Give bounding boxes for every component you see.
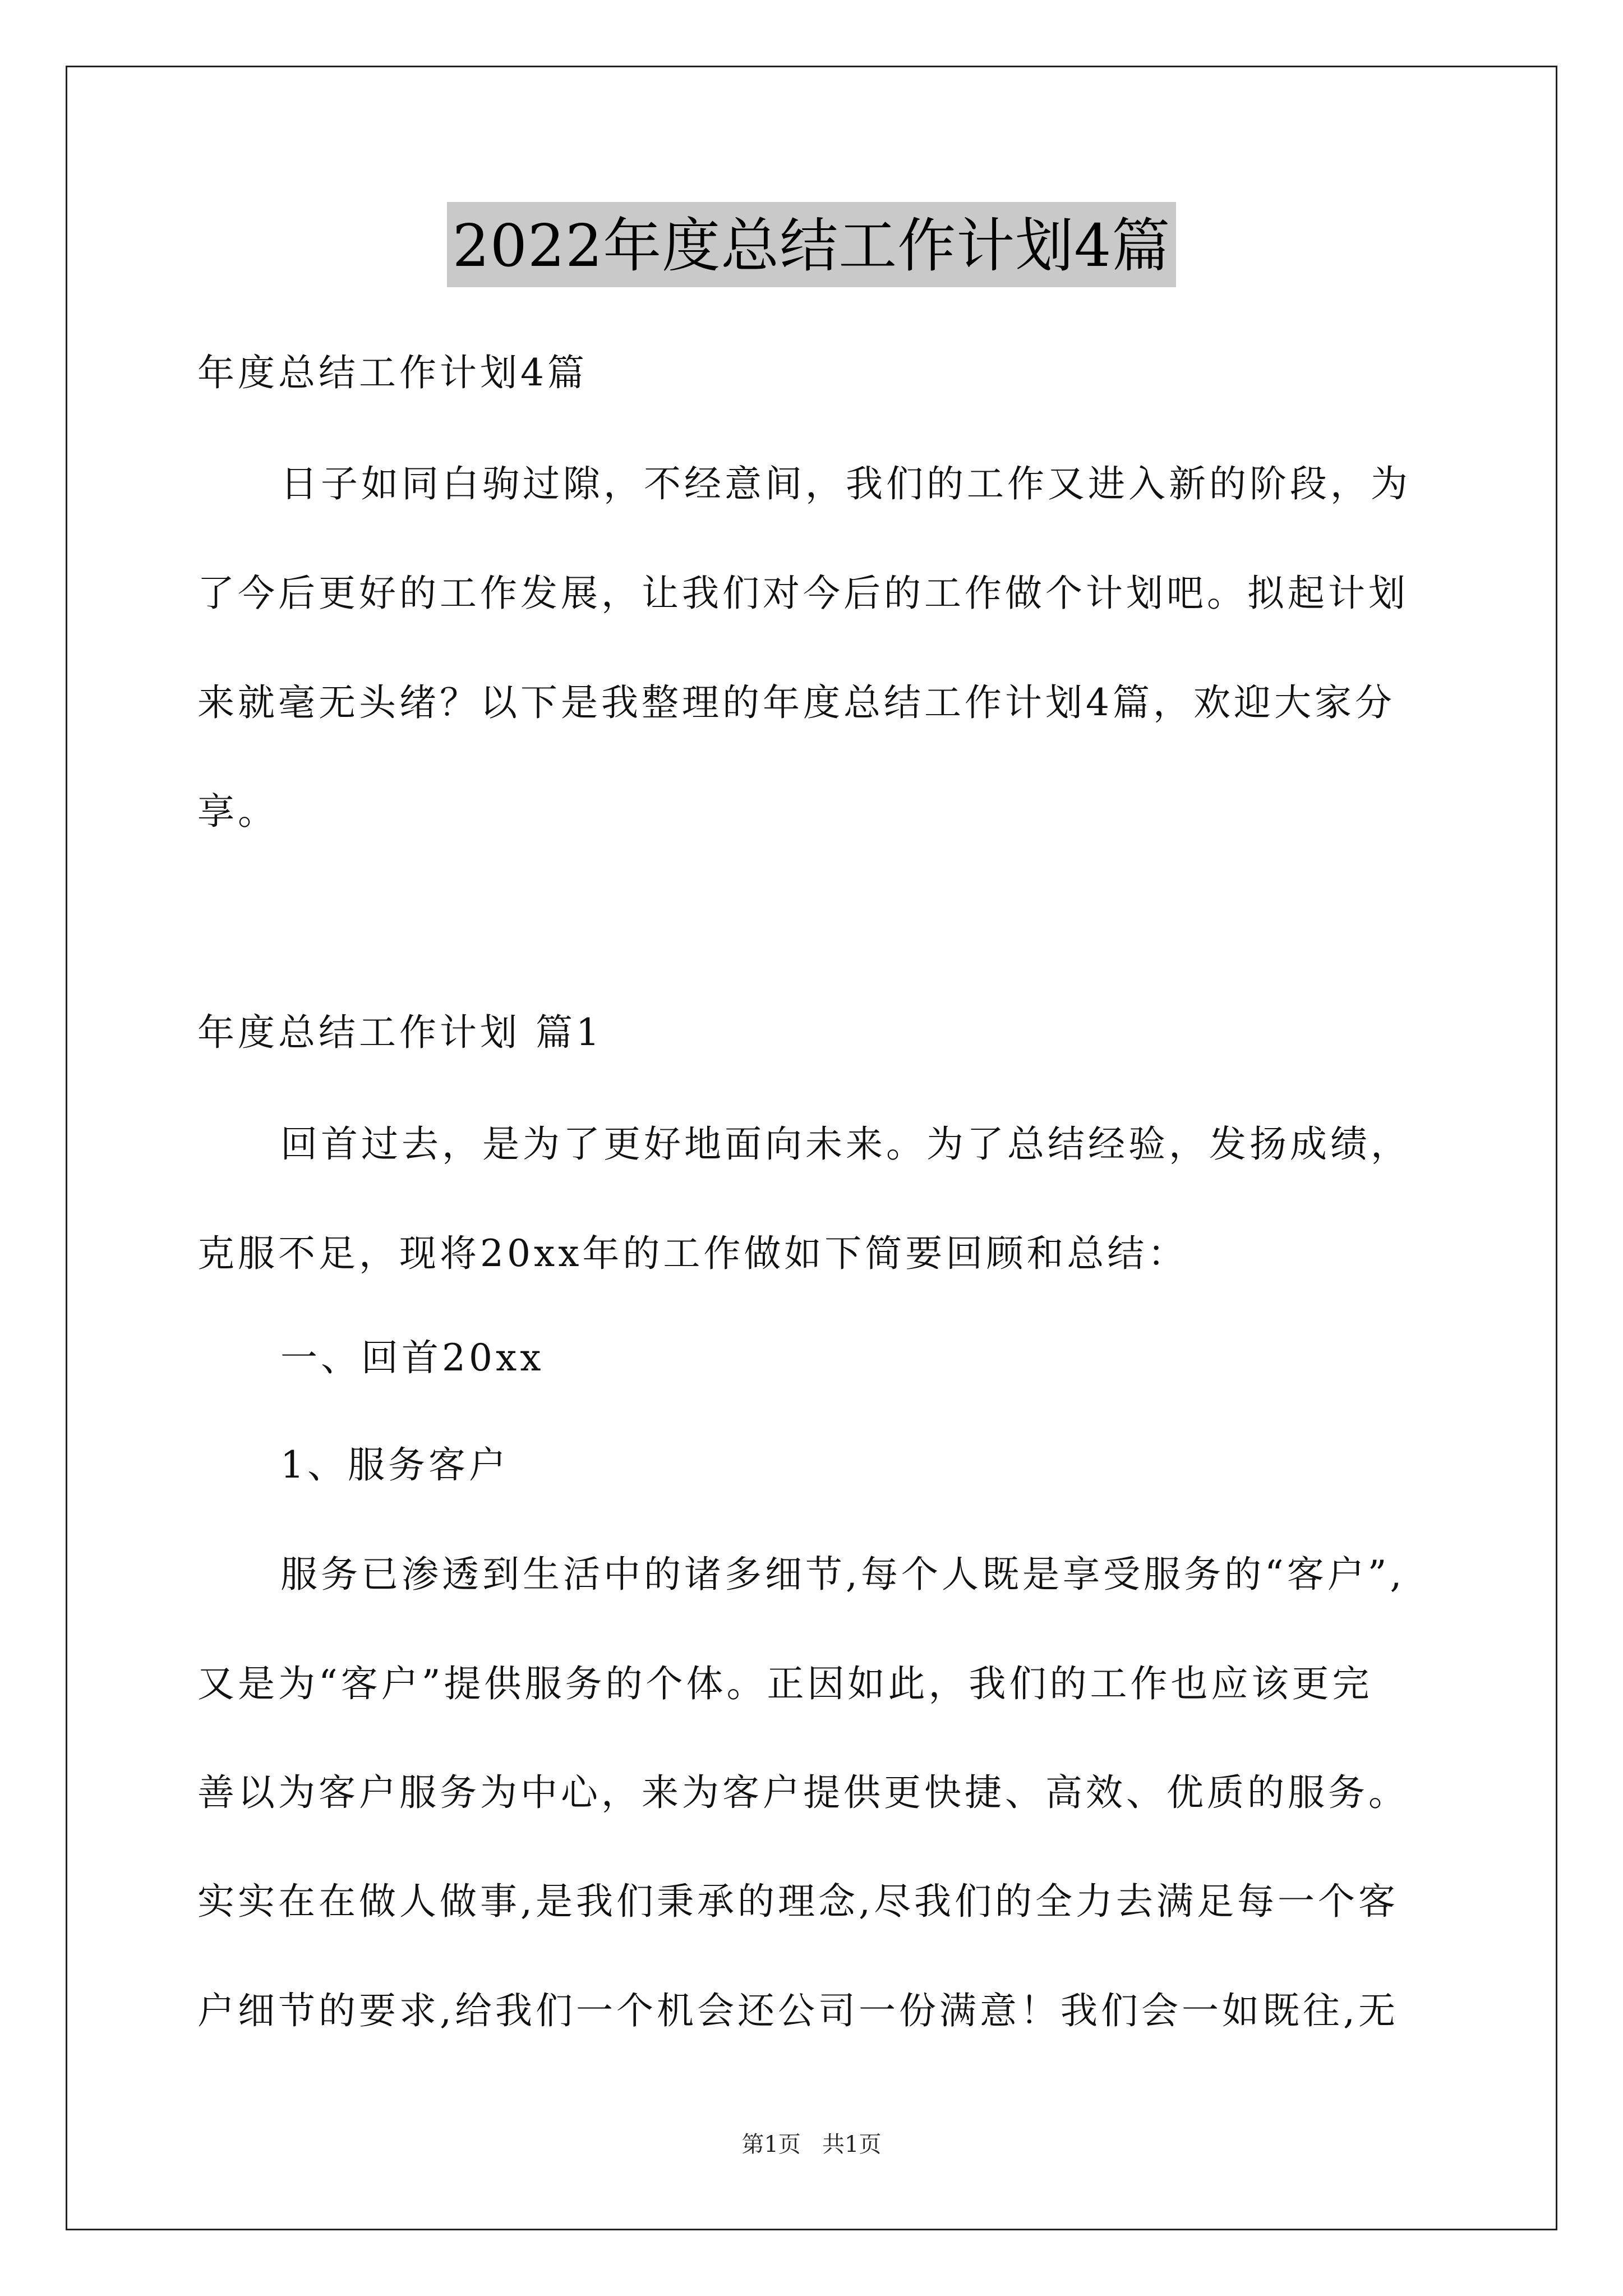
subheading-line: 一、回首20xx [280, 1336, 545, 1379]
paragraph-line: 日子如同白驹过隙，不经意间，我们的工作又进入新的阶段，为 [280, 462, 1411, 505]
document-title: 2022年度总结工作计划4篇 [447, 202, 1177, 287]
paragraph-line: 回首过去，是为了更好地面向未来。为了总结经验，发扬成绩， [280, 1122, 1411, 1166]
section-heading: 年度总结工作计划 篇1 [197, 1011, 603, 1054]
paragraph-line: 享。 [197, 790, 278, 833]
paragraph-line: 服务已渗透到生活中的诸多细节,每个人既是享受服务的“客户”, [280, 1553, 1405, 1596]
subtitle-line: 年度总结工作计划4篇 [197, 351, 588, 394]
paragraph-line: 来就毫无头绪？以下是我整理的年度总结工作计划4篇，欢迎大家分 [197, 681, 1395, 724]
title-area [0, 202, 1623, 287]
paragraph-line: 实实在在做人做事,是我们秉承的理念,尽我们的全力去满足每一个客 [197, 1880, 1399, 1923]
paragraph-line: 克服不足，现将20xx年的工作做如下简要回顾和总结： [197, 1232, 1188, 1275]
paragraph-line: 又是为“客户”提供服务的个体。正因如此，我们的工作也应该更完 [197, 1662, 1373, 1705]
paragraph-line: 善以为客户服务为中心，来为客户提供更快捷、高效、优质的服务。 [197, 1771, 1409, 1814]
paragraph-line: 了今后更好的工作发展，让我们对今后的工作做个计划吧。拟起计划 [197, 572, 1409, 615]
paragraph-line: 户细节的要求,给我们一个机会还公司一份满意！我们会一如既往,无 [197, 1989, 1399, 2032]
subheading-line: 1、服务客户 [280, 1443, 509, 1487]
page-number-footer: 第1页 共1页 [741, 2132, 882, 2157]
